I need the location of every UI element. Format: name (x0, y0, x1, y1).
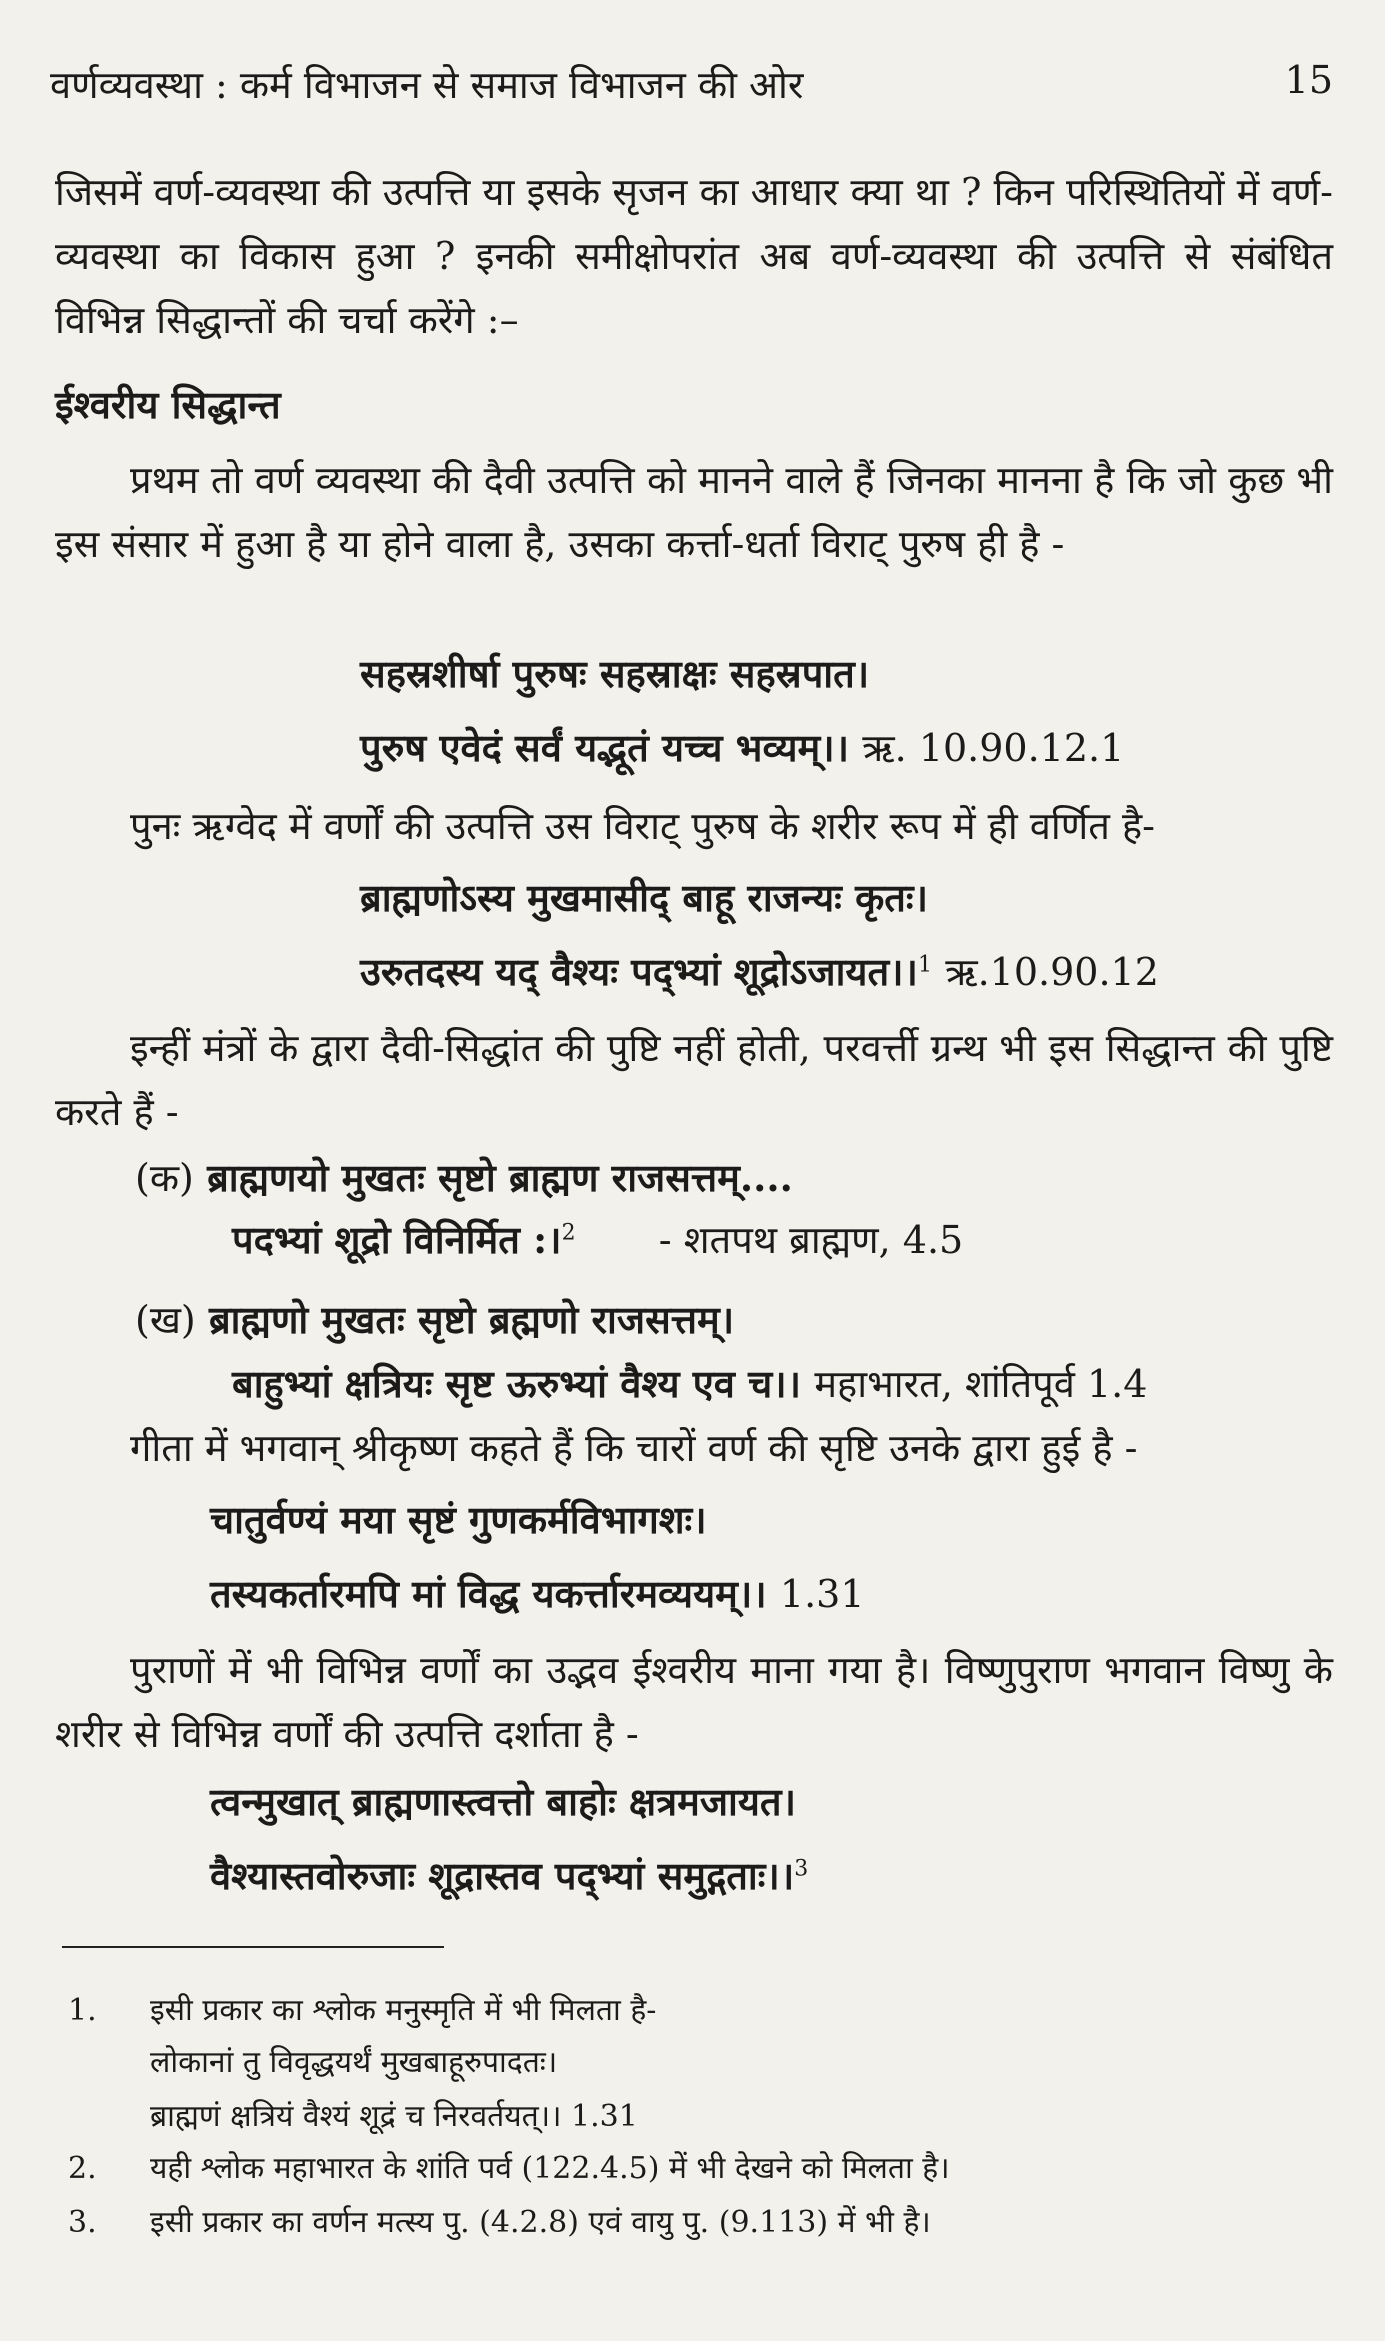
paragraph-puranas: पुराणों में भी विभिन्न वर्णों का उद्भव ईश्वरीय माना गया है। विष्णुपुराण भगवान विष्णु के शरीर से विभिन्न वर्णों की उत्पत्ति दर्शाता है - (55, 1648, 1333, 1756)
verse3-reference: - शतपथ ब्राह्मण, 4.5 (658, 1218, 964, 1262)
verse3-marker: (क) (135, 1156, 194, 1200)
intro-paragraph: जिसमें वर्ण-व्यवस्था की उत्पत्ति या इसके सृजन का आधार क्या था ? किन परिस्थितियों में वर्ण-व्यवस्था का विकास हुआ ? इनकी समीक्षोपरांत अब वर्ण-व्यवस्था की उत्पत्ति से संबंधित विभिन्न सिद्धान्तों की चर्चा करेंगे :– (55, 170, 1333, 342)
verse5-line2-text: तस्यकर्तारमपि मां विद्ध यकर्त्तारमव्ययम्।। (210, 1571, 767, 1616)
verse5-line2 (210, 1562, 865, 1626)
footnote-2 (68, 2146, 950, 2192)
verse4-reference: महाभारत, शांतिपूर्व 1.4 (814, 1362, 1148, 1406)
verse2-line2 (360, 940, 1159, 1004)
paragraph-rigveda: पुनः ऋग्वेद में वर्णों की उत्पत्ति उस विराट् पुरुष के शरीर रूप में ही वर्णित है- (130, 804, 1155, 848)
footnote-3-text: इसी प्रकार का वर्णन मत्स्य पु. (4.2.8) एवं वायु पु. (9.113) में भी है। (150, 2205, 931, 2240)
page-number: 15 (1284, 58, 1333, 102)
verse3-line2 (232, 1208, 963, 1272)
verse4-line1-text: ब्राह्मणो मुखतः सृष्टो ब्रह्मणो राजसत्तम्। (208, 1297, 735, 1342)
verse5-line1: चातुर्वण्यं मया सृष्टं गुणकर्मविभागशः। (210, 1497, 707, 1542)
verse4-line1 (135, 1288, 734, 1352)
running-header-title: वर्णव्यवस्था : कर्म विभाजन से समाज विभाजन की ओर (50, 63, 804, 107)
verse2-line2-text: उरुतदस्य यद् वैश्यः पद्भ्यां शूद्रोऽजायत।। (360, 949, 918, 994)
verse4-line2 (232, 1352, 1147, 1416)
footnote-2-number: 2. (68, 2151, 97, 2186)
footnote-1-text: इसी प्रकार का श्लोक मनुस्मृति में भी मिलता है- (150, 1993, 657, 2028)
verse2-reference: ऋ.10.90.12 (945, 950, 1159, 994)
footnote-3 (68, 2200, 931, 2246)
verse6-line2-text: वैश्यास्तवोरुजाः शूद्रास्तव पद्भ्यां समुद्गताः।। (210, 1853, 795, 1898)
verse6-line1: त्वन्मुखात् ब्राह्मणास्त्वत्तो बाहोः क्षत्रमजायत। (210, 1779, 796, 1824)
verse4-line2-text: बाहुभ्यां क्षत्रियः सृष्ट ऊरुभ्यां वैश्य एव च।। (232, 1361, 802, 1406)
verse2-line1: ब्राह्मणोऽस्य मुखमासीद् बाहू राजन्यः कृतः। (360, 875, 929, 920)
paragraph-divine-origin: प्रथम तो वर्ण व्यवस्था की दैवी उत्पत्ति को मानने वाले हैं जिनका मानना है कि जो कुछ भी इस संसार में हुआ है या होने वाला है, उसका कर्त्ता-धर्ता विराट् पुरुष ही है - (55, 458, 1333, 566)
verse3-line1-text: ब्राह्मणयो मुखतः सृष्टो ब्राह्मण राजसत्तम्.... (207, 1155, 793, 1200)
verse1-reference: ऋ. 10.90.12.1 (862, 726, 1125, 770)
footnote-1-verse-line2: ब्राह्मणं क्षत्रियं वैश्यं शूद्रं च निरवर्तयत्।। 1.31 (150, 2099, 638, 2134)
verse3-line1 (135, 1146, 793, 1210)
footnote-divider (62, 1946, 444, 1948)
verse6-line2 (210, 1844, 808, 1908)
section-heading: ईश्वरीय सिद्धान्त (55, 382, 281, 427)
verse1-line2-text: पुरुष एवेदं सर्वं यद्भूतं यच्च भव्यम्।। (360, 725, 850, 770)
paragraph-later-texts: इन्हीं मंत्रों के द्वारा दैवी-सिद्धांत की पुष्टि नहीं होती, परवर्त्ती ग्रन्थ भी इस सिद्धान्त की पुष्टि करते हैं - (55, 1026, 1333, 1134)
verse1-line2 (360, 716, 1124, 780)
footnote-1 (68, 1988, 656, 2034)
footnote-1-verse-line1: लोकानां तु विवृद्धयर्थं मुखबाहूरुपादतः। (150, 2045, 558, 2080)
verse1-line1: सहस्रशीर्षा पुरुषः सहस्राक्षः सहस्रपात। (360, 651, 870, 696)
running-header (50, 58, 1333, 118)
verse5-reference: 1.31 (779, 1572, 865, 1616)
paragraph-gita: गीता में भगवान् श्रीकृष्ण कहते हैं कि चारों वर्ण की सृष्टि उनके द्वारा हुई है - (130, 1426, 1138, 1470)
footnote-mark-2: 2 (561, 1220, 576, 1246)
footnote-3-number: 3. (68, 2205, 97, 2240)
footnote-mark-3: 3 (794, 1856, 809, 1882)
footnote-1-number: 1. (68, 1993, 97, 2028)
footnote-2-text: यही श्लोक महाभारत के शांति पर्व (122.4.5) में भी देखने को मिलता है। (150, 2151, 950, 2186)
footnote-mark-1: 1 (917, 952, 932, 978)
verse4-marker: (ख) (135, 1298, 196, 1342)
verse3-line2-text: पदभ्यां शूद्रो विनिर्मित :। (232, 1217, 562, 1262)
